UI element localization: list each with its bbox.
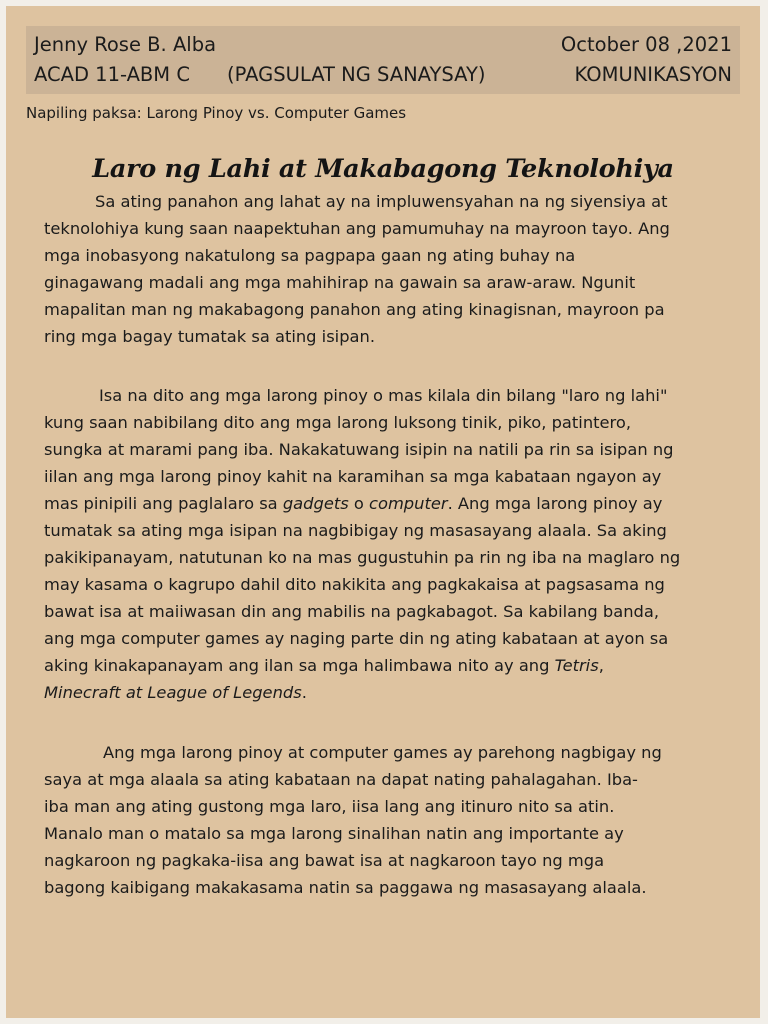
task-label: (PAGSULAT NG SANAYSAY) — [227, 63, 486, 86]
student-name: Jenny Rose B. Alba — [34, 33, 217, 56]
essay-title: Laro ng Lahi at Makabagong Teknolohiya — [92, 154, 674, 184]
paragraph-line — [44, 679, 734, 706]
paragraph-1 — [44, 188, 734, 350]
paragraph-line: tumatak sa ating mga isipan na nagbibigay ng masasayang alaala. Sa aking — [44, 521, 667, 540]
italic-term-tetris: Tetris — [554, 656, 599, 675]
paragraph-line: teknolohiya kung saan naapektuhan ang pamumuhay na mayroon tayo. Ang — [44, 219, 670, 238]
paragraph-line: bagong kaibigang makakasama natin sa paggawa ng masasayang alaala. — [44, 878, 647, 897]
subject-label: KOMUNIKASYON — [574, 63, 732, 86]
italic-game-names: Minecraft at League of Legends — [44, 683, 302, 702]
italic-term-computer: computer — [369, 494, 448, 513]
paragraph-line: iba man ang ating gustong mga laro, iisa lang ang itinuro nito sa atin. — [44, 797, 615, 816]
paragraph-line: pakikipanayam, natutunan ko na mas gugustuhin pa rin ng iba na maglaro ng — [44, 548, 681, 567]
paragraph-line: bawat isa at maiiwasan din ang mabilis na pagkabagot. Sa kabilang banda, — [44, 602, 660, 621]
paragraph-line — [44, 652, 734, 679]
text-run: , — [598, 656, 604, 675]
chosen-topic: Napiling paksa: Larong Pinoy vs. Computer Games — [26, 104, 407, 122]
grade-section: ACAD 11-ABM C — [34, 63, 190, 86]
paragraph-line: ring mga bagay tumatak sa ating isipan. — [44, 327, 376, 346]
paragraph-2 — [44, 382, 734, 706]
paragraph-line: sungka at marami pang iba. Nakakatuwang isipin na natili pa rin sa isipan ng — [44, 440, 674, 459]
paragraph-line: iilan ang mga larong pinoy kahit na karamihan sa mga kabataan ngayon ay — [44, 467, 662, 486]
text-run: . Ang mga larong pinoy ay — [447, 494, 663, 513]
document-date: October 08 ,2021 — [560, 33, 732, 56]
document-page — [6, 6, 760, 1018]
text-run: mas pinipili ang paglalaro sa — [44, 494, 283, 513]
paragraph-line: nagkaroon ng pagkaka-iisa ang bawat isa at nagkaroon tayo ng mga — [44, 851, 605, 870]
paragraph-line: kung saan nabibilang dito ang mga larong luksong tinik, piko, patintero, — [44, 413, 632, 432]
italic-term-gadgets: gadgets — [282, 494, 349, 513]
paragraph-line: Sa ating panahon ang lahat ay na impluwensyahan na ng siyensiya at — [95, 192, 668, 211]
paragraph-line: mga inobasyong nakatulong sa pagpapa gaan ng ating buhay na — [44, 246, 576, 265]
paragraph-line — [44, 490, 734, 517]
paragraph-3 — [44, 739, 734, 901]
paragraph-line: ang mga computer games ay naging parte din ng ating kabataan at ayon sa — [44, 629, 669, 648]
text-run: aking kinakapanayam ang ilan sa mga halimbawa nito ay ang — [44, 656, 555, 675]
paragraph-line: saya at mga alaala sa ating kabataan na dapat nating pahalagahan. Iba- — [44, 770, 638, 789]
paragraph-line: may kasama o kagrupo dahil dito nakikita ang pagkakaisa at pagsasama ng — [44, 575, 665, 594]
text-run: . — [301, 683, 307, 702]
text-run: o — [348, 494, 370, 513]
paragraph-line: mapalitan man ng makabagong panahon ang ating kinagisnan, mayroon pa — [44, 300, 665, 319]
paragraph-line: Manalo man o matalo sa mga larong sinalihan natin ang importante ay — [44, 824, 624, 843]
paragraph-line: ginagawang madali ang mga mahihirap na gawain sa araw-araw. Ngunit — [44, 273, 636, 292]
paragraph-line: Isa na dito ang mga larong pinoy o mas kilala din bilang "laro ng lahi" — [99, 386, 668, 405]
paragraph-line: Ang mga larong pinoy at computer games ay parehong nagbigay ng — [103, 743, 662, 762]
header-box — [26, 26, 740, 94]
